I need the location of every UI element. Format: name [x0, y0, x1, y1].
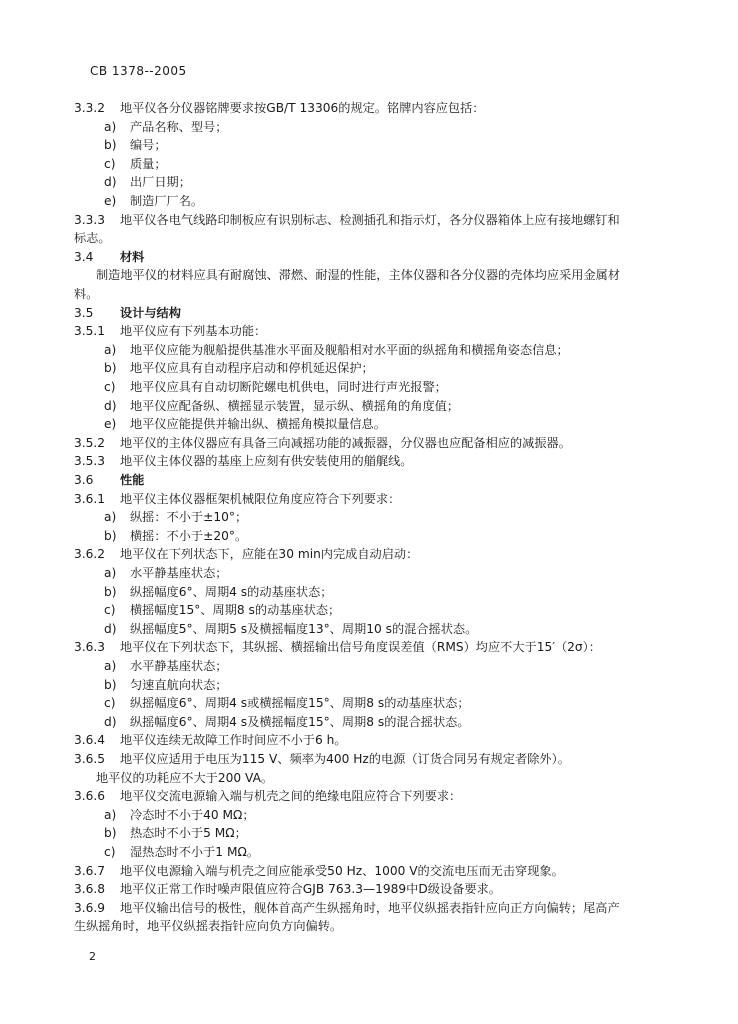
- list-item-label: d): [104, 175, 117, 190]
- clause-number: 3.6.4: [74, 733, 106, 748]
- list-item-label: d): [104, 398, 117, 413]
- clause-number: 3.6.7: [74, 863, 106, 878]
- list-item-label: b): [104, 361, 117, 376]
- list-item-label: a): [104, 807, 117, 822]
- list-item: [104, 379, 447, 395]
- clause-number: 3.5: [74, 305, 94, 320]
- list-item-text: 热态时不小于5 MΩ；: [130, 826, 247, 841]
- section-heading: [74, 472, 144, 488]
- continuation-line: 制造地平仪的材料应具有耐腐蚀、滞燃、耐湿的性能，主体仪器和各分仪器的壳体均应采用金属材: [96, 268, 621, 283]
- clause-number: 3.6.5: [74, 752, 106, 766]
- clause-number: 3.4: [74, 249, 94, 264]
- continuation-line: 标志。: [74, 231, 111, 246]
- list-item-label: c): [104, 603, 116, 618]
- clause-text: 地平仪各分仪器铭牌要求按GB/T 13306的规定。铭牌内容应包括：: [120, 101, 485, 115]
- clause-number: 3.6: [74, 473, 94, 487]
- list-item-text: 质量；: [130, 156, 167, 171]
- clause-text: 地平仪输出信号的极性，舰体首高产生纵摇角时，地平仪纵摇表指针应向正方向偏转；尾高产: [120, 900, 620, 915]
- list-item-text: 纵摇：不小于±10°；: [130, 510, 248, 525]
- clause-text: 地平仪交流电源输入端与机壳之间的绝缘电阻应符合下列要求：: [120, 789, 462, 804]
- clause-number: 3.6.8: [74, 882, 106, 897]
- list-item: [104, 658, 228, 674]
- list-item-text: 地平仪应具有自动程序启动和停机延迟保护；: [130, 361, 374, 376]
- list-item-label: e): [104, 417, 117, 432]
- clause: [74, 323, 266, 339]
- list-item-label: b): [104, 528, 117, 543]
- clause: [74, 863, 564, 879]
- clause: [74, 881, 501, 897]
- list-item-label: c): [104, 845, 116, 859]
- list-item-label: a): [104, 510, 117, 525]
- clause-number: 3.6.3: [74, 640, 106, 655]
- list-item: [104, 137, 167, 153]
- list-item-text: 出厂日期；: [130, 175, 191, 190]
- list-item: [104, 677, 228, 693]
- clause-number: 3.6.6: [74, 789, 106, 804]
- section-heading: [74, 249, 144, 265]
- list-item: [104, 714, 470, 730]
- list-item: [104, 360, 374, 376]
- clause-number: 3.6.1: [74, 491, 106, 506]
- clause-text: 地平仪应适用于电压为115 V、频率为400 Hz的电源（订货合同另有规定者除外）。: [120, 752, 570, 766]
- list-item: [104, 509, 247, 525]
- list-item-text: 纵摇幅度6°、周期4 s或横摇幅度15°、周期8 s的动基座状态；: [130, 696, 470, 711]
- section-title: 性能: [120, 473, 145, 487]
- clause: [74, 100, 485, 116]
- clause: [74, 639, 601, 655]
- clause: [74, 732, 347, 748]
- clause-number: 3.6.2: [74, 547, 106, 562]
- clause-number: 3.6.9: [74, 900, 106, 915]
- clause-text: 地平仪在下列状态下，其纵摇、横摇输出信号角度误差值（RMS）均应不大于15′（2σ）：: [120, 640, 601, 655]
- list-item: [104, 602, 340, 618]
- clause: [74, 453, 413, 469]
- list-item: [104, 844, 259, 860]
- clause: [74, 435, 571, 451]
- section-heading: [74, 305, 181, 321]
- section-title: 材料: [120, 249, 145, 264]
- list-item: [104, 119, 228, 135]
- list-item: [104, 416, 386, 432]
- clause: [74, 212, 620, 228]
- list-item-label: e): [104, 194, 117, 208]
- list-item: [104, 807, 255, 823]
- clause: [74, 546, 418, 562]
- list-item: [104, 825, 247, 841]
- list-item-label: c): [104, 156, 116, 171]
- clause-text: 地平仪在下列状态下，应能在30 min内完成自动启动：: [120, 547, 419, 562]
- clause-text: 地平仪各电气线路印制板应有识别标志、检测插孔和指示灯，各分仪器箱体上应有接地螺钉和: [120, 212, 620, 227]
- list-item-label: b): [104, 677, 117, 692]
- list-item-text: 地平仪应能为舰船提供基准水平面及舰船相对水平面的纵摇角和横摇角姿态信息；: [130, 342, 569, 357]
- list-item-text: 纵摇幅度6°、周期4 s及横摇幅度15°、周期8 s的混合摇状态。: [130, 714, 470, 729]
- list-item: [104, 528, 247, 544]
- list-item-text: 地平仪应具有自动切断陀螺电机供电，同时进行声光报警；: [130, 380, 447, 394]
- list-item-text: 纵摇幅度6°、周期4 s的动基座状态；: [130, 584, 333, 599]
- clause-number: 3.5.2: [74, 435, 106, 450]
- list-item-label: b): [104, 584, 117, 599]
- section-title: 设计与结构: [120, 305, 181, 320]
- list-item-label: c): [104, 380, 116, 394]
- clause-text: 地平仪正常工作时噪声限值应符合GJB 763.3—1989中D级设备要求。: [120, 882, 501, 897]
- list-item-text: 匀速直航向状态；: [130, 677, 228, 692]
- list-item: [104, 398, 459, 414]
- list-item-text: 纵摇幅度5°、周期5 s及横摇幅度13°、周期10 s的混合摇状态。: [130, 621, 478, 636]
- list-item-text: 湿热态时不小于1 MΩ。: [130, 845, 259, 859]
- list-item: [104, 193, 203, 209]
- list-item: [104, 174, 191, 190]
- list-item-label: b): [104, 826, 117, 841]
- list-item: [104, 584, 332, 600]
- clause: [74, 751, 570, 767]
- list-item-text: 冷态时不小于40 MΩ；: [130, 807, 255, 822]
- clause: [74, 900, 620, 916]
- list-item-text: 产品名称、型号；: [130, 119, 228, 134]
- list-item-text: 横摇：不小于±20°。: [130, 528, 248, 543]
- clause: [74, 491, 400, 507]
- continuation-line: 料。: [74, 287, 99, 301]
- list-item-label: b): [104, 138, 117, 153]
- list-item-label: a): [104, 119, 117, 134]
- list-item-text: 水平静基座状态；: [130, 566, 228, 580]
- list-item-label: d): [104, 714, 117, 729]
- list-item-label: a): [104, 342, 117, 357]
- list-item-label: d): [104, 621, 117, 636]
- list-item-text: 横摇幅度15°、周期8 s的动基座状态；: [130, 603, 341, 618]
- list-item: [104, 342, 569, 358]
- list-item-label: a): [104, 566, 117, 580]
- clause: [74, 788, 461, 804]
- clause-number: 3.3.3: [74, 212, 106, 227]
- list-item-label: c): [104, 696, 116, 711]
- clause-text: 地平仪主体仪器框架机械限位角度应符合下列要求：: [120, 491, 401, 506]
- standard-code-header: CB 1378--2005: [90, 64, 187, 78]
- clause-text: 地平仪连续无故障工作时间应不小于6 h。: [120, 733, 347, 748]
- clause-text: 地平仪主体仪器的基座上应刻有供安装使用的艏艉线。: [120, 454, 413, 469]
- list-item-text: 编号；: [130, 138, 167, 153]
- list-item-text: 水平静基座状态；: [130, 659, 228, 673]
- list-item: [104, 565, 228, 581]
- continuation-line: 地平仪的功耗应不大于200 VA。: [96, 770, 274, 785]
- clause-text: 地平仪应有下列基本功能：: [120, 324, 267, 339]
- clause-text: 地平仪电源输入端与机壳之间应能承受50 Hz、1000 V的交流电压而无击穿现象。: [120, 863, 564, 878]
- list-item-text: 制造厂厂名。: [130, 194, 204, 208]
- list-item: [104, 156, 167, 172]
- list-item-text: 地平仪应配备纵、横摇显示装置，显示纵、横摇角的角度值；: [130, 398, 460, 413]
- clause-text: 地平仪的主体仪器应有具备三向减摇功能的减振器，分仪器也应配备相应的减振器。: [120, 435, 571, 450]
- list-item: [104, 621, 477, 637]
- clause-number: 3.5.1: [74, 324, 106, 339]
- clause-number: 3.3.2: [74, 101, 106, 115]
- clause-number: 3.5.3: [74, 454, 106, 469]
- continuation-line: 生纵摇角时，地平仪纵摇表指针应向负方向偏转。: [74, 919, 343, 934]
- list-item-text: 地平仪应能提供并输出纵、横摇角模拟量信息。: [130, 417, 386, 432]
- page-number: 2: [89, 950, 96, 963]
- list-item-label: a): [104, 659, 117, 673]
- list-item: [104, 695, 470, 711]
